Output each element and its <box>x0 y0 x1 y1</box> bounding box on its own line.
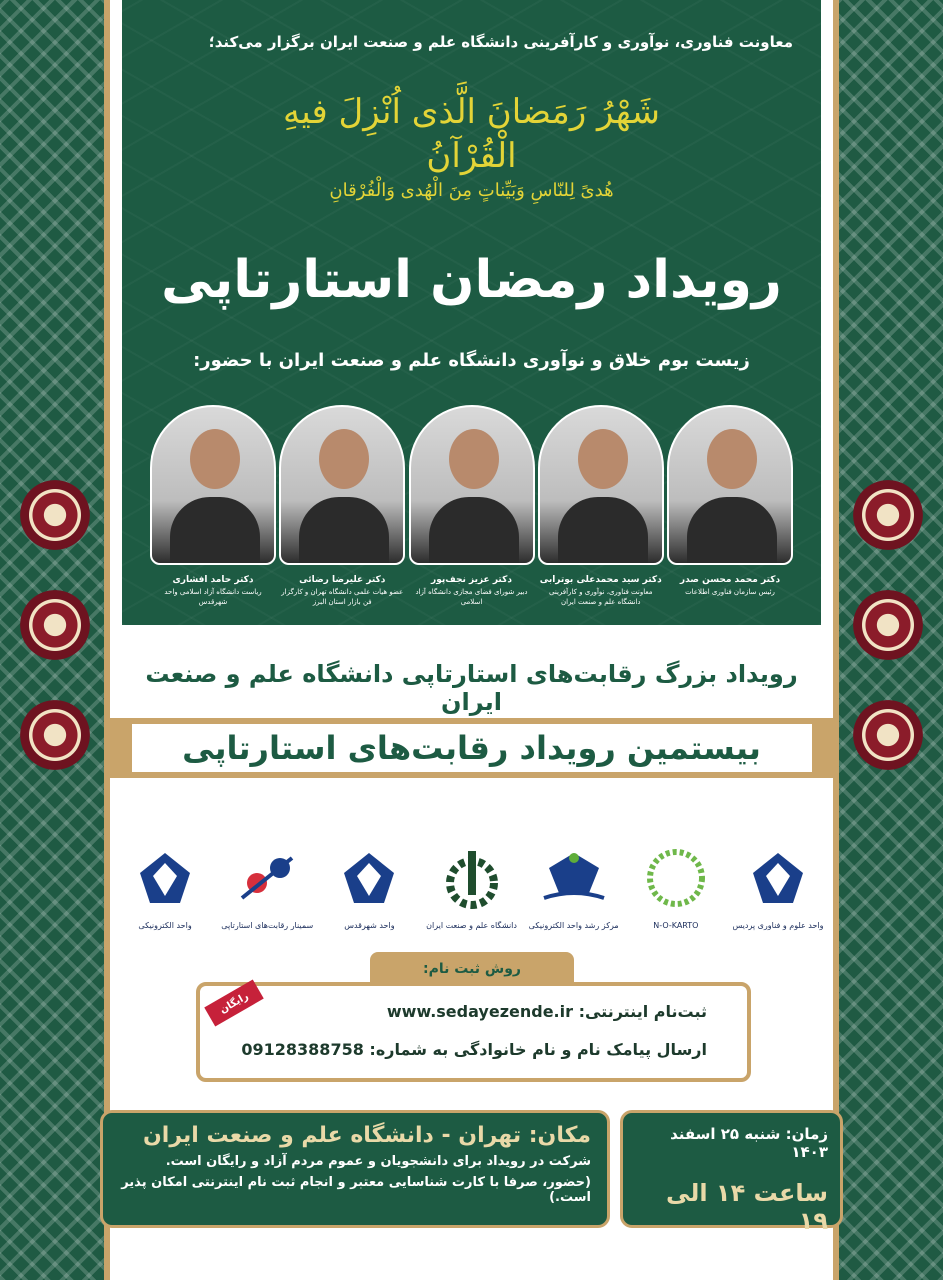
speaker-title: دبیر شورای فضای مجازی دانشگاه آزاد اسلامی <box>415 588 528 606</box>
azad-university-logo-icon <box>334 843 404 913</box>
logo-caption: دانشگاه علم و صنعت ایران <box>426 921 517 930</box>
sponsor-logo <box>626 843 726 930</box>
ornament-right-1 <box>853 480 923 550</box>
registration-box <box>196 982 751 1082</box>
quran-calligraphy <box>280 90 663 204</box>
growth-center-logo-icon <box>539 843 609 913</box>
sponsor-logo <box>217 843 317 930</box>
venue-note-1: شرکت در رویداد برای دانشجویان و عموم مردم آزاد و رایگان است. <box>165 1154 591 1169</box>
logo-caption: واحد علوم و فناوری پردیس <box>732 921 824 930</box>
registration-tab: روش ثبت نام: <box>370 952 574 986</box>
iust-logo-icon <box>437 843 507 913</box>
speaker-card <box>279 405 405 620</box>
azad-university-logo-icon <box>743 843 813 913</box>
logo-caption: مرکز رشد واحد الکترونیکی <box>528 921 619 930</box>
speaker-photo <box>150 405 276 565</box>
schedule-box <box>620 1110 843 1235</box>
speaker-card <box>150 405 276 620</box>
event-title: رویداد رمضان استارتاپی <box>161 250 782 310</box>
banner-text: بیستمین رویداد رقابت‌های استارتاپی <box>132 724 812 772</box>
speaker-card <box>538 405 664 620</box>
nokarto-logo-icon <box>641 843 711 913</box>
venue-place: مکان: تهران - دانشگاه علم و صنعت ایران <box>143 1123 591 1148</box>
speaker-title: عضو هیات علمی دانشگاه تهران و کارگزار فن بازار استان البرز <box>281 588 404 606</box>
venue-note-2: (حضور، صرفا با کارت شناسایی معتبر و انجام ثبت نام اینترنتی امکان پذیر است.) <box>121 1175 591 1205</box>
registration-online[interactable]: ثبت‌نام اینترنتی: www.sedayezende.ir <box>386 1002 707 1021</box>
speakers-row <box>150 405 793 620</box>
ornament-left-2 <box>20 590 90 660</box>
schedule-time: ساعت ۱۴ الی ۱۹ <box>666 1179 828 1235</box>
speaker-photo <box>667 405 793 565</box>
registration-sms: ارسال پیامک نام و نام خانوادگی به شماره: 09128388758 <box>241 1040 707 1059</box>
organizer-line: معاونت فناوری، نوآوری و کارآفرینی دانشگاه علم و صنعت ایران برگزار می‌کند؛ <box>208 33 793 51</box>
sponsor-logo <box>524 843 624 930</box>
speaker-name: دکتر سید محمدعلی بوترابی <box>539 575 662 585</box>
venue-box <box>100 1110 610 1228</box>
free-badge: رایگان <box>204 979 263 1026</box>
sponsor-logos <box>115 810 828 930</box>
schedule-date: زمان: شنبه ۲۵ اسفند ۱۴۰۳ <box>670 1125 828 1161</box>
logo-caption: سمینار رقابت‌های استارتاپی <box>221 921 314 930</box>
calligraphy-line-1: شَهْرُ رَمَضانَ الَّذی اُنْزِلَ فیهِ الْقُرْآنُ <box>283 92 660 177</box>
sponsor-logo <box>115 843 215 930</box>
sponsor-logo <box>319 843 419 930</box>
speaker-title: رئیس سازمان فناوری اطلاعات <box>685 588 775 596</box>
calligraphy-line-2: هُدیً لِلنّاسِ وَبَیِّناتٍ مِنَ الْهُدی وَالْفُرْقانِ <box>329 180 614 202</box>
logo-caption: N-O-KARTO <box>653 921 699 930</box>
ornament-right-2 <box>853 590 923 660</box>
ornament-right-3 <box>853 700 923 770</box>
speaker-card <box>667 405 793 620</box>
speaker-title: ریاست دانشگاه آزاد اسلامی واحد شهرقدس <box>164 588 262 606</box>
speaker-photo <box>409 405 535 565</box>
speaker-card <box>409 405 535 620</box>
speaker-name: دکتر حامد افشاری <box>172 575 254 585</box>
event-headline: رویداد بزرگ رقابت‌های استارتاپی دانشگاه علم و صنعت ایران <box>145 660 798 716</box>
speaker-name: دکتر محمد محسن صدر <box>679 575 781 585</box>
sponsor-logo <box>422 843 522 930</box>
logo-caption: واحد الکترونیکی <box>138 921 192 930</box>
event-banner <box>110 718 833 778</box>
speaker-name: دکتر علیرضا رضائی <box>299 575 386 585</box>
startup-seminar-logo-icon <box>232 843 302 913</box>
speaker-title: معاونت فناوری، نوآوری و کارآفرینی دانشگاه علم و صنعت ایران <box>549 588 653 606</box>
azad-university-logo-icon <box>130 843 200 913</box>
speaker-name: دکتر عزیز نجف‌پور <box>431 575 512 585</box>
speaker-photo <box>538 405 664 565</box>
sponsor-logo <box>728 843 828 930</box>
logo-caption: واحد شهرقدس <box>344 921 395 930</box>
event-subtitle: زیست بوم خلاق و نوآوری دانشگاه علم و صنعت ایران با حضور: <box>193 350 750 371</box>
speaker-photo <box>279 405 405 565</box>
ornament-left-1 <box>20 480 90 550</box>
ornament-left-3 <box>20 700 90 770</box>
